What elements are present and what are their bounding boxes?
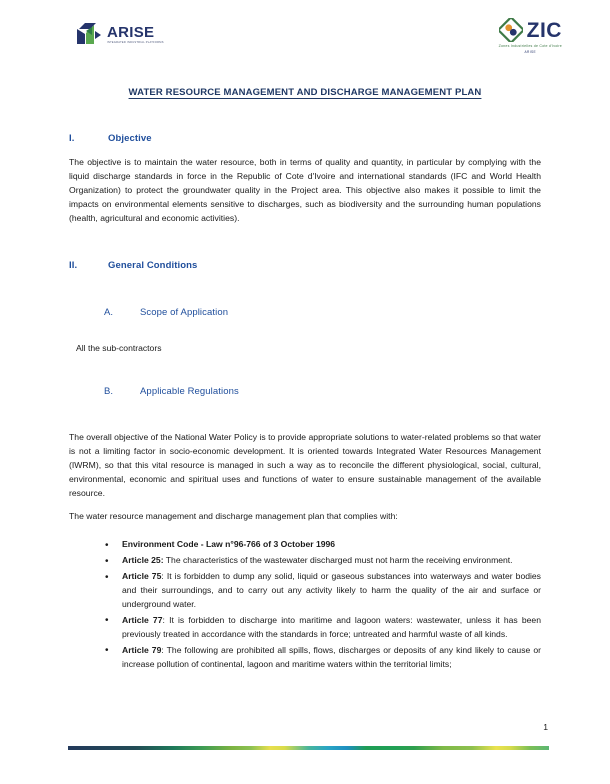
arise-logo (76, 22, 164, 48)
zic-tagline: Zones Industrielles de Cote d'Ivoire (498, 44, 562, 48)
zic-logo (499, 18, 562, 54)
document-content (69, 86, 541, 674)
section-number: II. (69, 259, 78, 271)
list-item-text: : It is forbidden to dump any solid, liquid or gaseous substances into waterways and water bodies and their surroundings, and to carry out any activity likely to harm the quality of the air and surface or underground water. (122, 571, 541, 610)
arise-tagline: INTEGRATED INDUSTRIAL PLATFORMS (107, 41, 164, 45)
subsection-label: Scope of Application (140, 306, 229, 318)
regulations-paragraph-2: The water resource management and discharge management plan that complies with: (69, 511, 398, 522)
section-heading-objective (69, 133, 541, 144)
subsection-number: B. (104, 385, 114, 397)
list-item-text: : The following are prohibited all spills, flows, discharges or deposits of any kind likely to cause or increase pollution of continental, lagoon and maritime waters within the territorial limits; (122, 644, 541, 669)
zic-subtitle: ARISE (524, 49, 537, 54)
section-heading-general-conditions (69, 260, 541, 271)
section-label: Objective (108, 133, 152, 145)
section-label: General Conditions (108, 259, 198, 271)
zic-logo-mark-icon (499, 18, 523, 42)
regulations-paragraph-1: The overall objective of the National Water Policy is to provide appropriate solutions to water-related problems so that water is not a limiting factor in socio-economic development. It is oriented towards Integrated Water Resources Management (IWRM), so that this vital resource is managed in such a way as to reconcile the different physiological, social, cultural, environmental, economic and spiritual uses and functions of water to ensure sustainable management of the available resource. (69, 431, 541, 498)
list-item-bold: Article 79 (122, 644, 162, 655)
document-title: WATER RESOURCE MANAGEMENT AND DISCHARGE MANAGEMENT PLAN (128, 87, 482, 98)
list-item-text: The characteristics of the wastewater discharged must not harm the receiving environment. (163, 555, 513, 566)
list-item-text: : It is forbidden to discharge into maritime and lagoon waters: wastewater, unless it has been previously treated in accordance with the standards in force; untreated and harmful waste of all kinds. (122, 614, 541, 639)
page-number: 1 (543, 722, 548, 732)
list-item (105, 614, 541, 642)
arise-wordmark: ARISE (107, 24, 155, 42)
list-item (105, 644, 541, 672)
regulations-bullet-list (69, 538, 541, 671)
footer-gradient-bar (68, 746, 549, 750)
zic-wordmark: ZIC (526, 18, 562, 42)
list-item-bold: Article 77 (122, 614, 163, 625)
list-item-bold: Environment Code - Law n°96-766 of 3 October 1996 (122, 539, 336, 550)
subsection-heading-scope (69, 307, 541, 318)
objective-paragraph: The objective is to maintain the water resource, both in terms of quality and quantity, in particular by complying with the liquid discharge standards in force in the Republic of Cote d'Ivoire and international standards (IFC and World Health Organization) to protect the groundwater quality in the Project area. This objective also makes it possible to limit the impacts on environmental elements sensitive to discharges, such as biodiversity and the surrounding human populations (health, agricultural and economic activities). (69, 157, 541, 223)
arise-logo-text (107, 25, 164, 45)
page-header (0, 0, 610, 72)
list-item-bold: Article 25: (122, 555, 164, 566)
list-item (105, 554, 541, 568)
section-number: I. (69, 133, 75, 145)
subsection-heading-regulations (69, 386, 541, 397)
list-item (105, 538, 541, 552)
list-item-bold: Article 75 (122, 571, 162, 582)
scope-text: All the sub-contractors (76, 342, 162, 353)
list-item (105, 570, 541, 612)
subsection-label: Applicable Regulations (140, 385, 239, 397)
arise-logo-mark-icon (76, 22, 102, 48)
subsection-number: A. (104, 306, 114, 318)
